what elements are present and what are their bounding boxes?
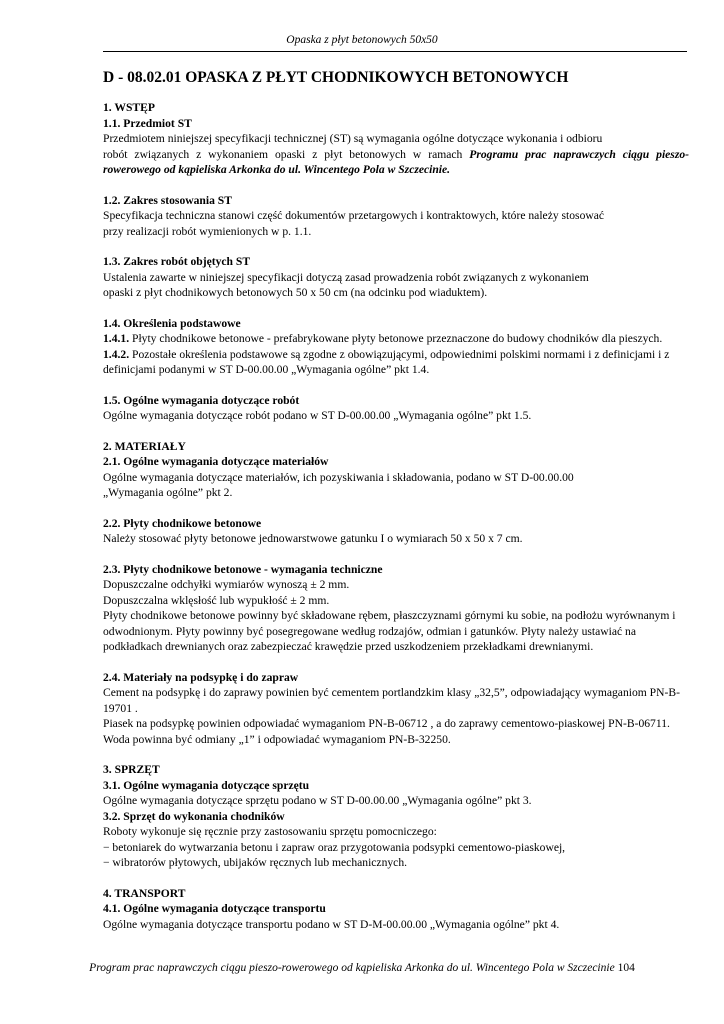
section-3-2-heading: 3.2. Sprzęt do wykonania chodników <box>103 809 285 823</box>
section-1-3-text-line1: Ustalenia zawarte w niniejszej specyfikacji dotyczą zasad prowadzenia robót związanych z wykonaniem <box>103 270 589 284</box>
section-1-2-text-line2: przy realizacji robót wymienionych w p. 1.1. <box>103 224 312 238</box>
section-4-heading: 4. TRANSPORT <box>103 886 186 900</box>
section-1-heading: 1. WSTĘP <box>103 101 155 114</box>
page-number: 104 <box>617 962 635 974</box>
section-1-5-text: Ogólne wymagania dotyczące robót podano w ST D-00.00.00 „Wymagania ogólne” pkt 1.5. <box>103 409 532 422</box>
section-1-1-text-plain: robót związanych z wykonaniem opaski z płyt betonowych w ramach <box>103 147 470 161</box>
section-3-1-heading: 3.1. Ogólne wymagania dotyczące sprzętu <box>103 778 310 792</box>
section-1-4-1-text: Płyty chodnikowe betonowe - prefabrykowane płyty betonowe przeznaczone do budowy chodników dla pieszych. <box>129 332 663 345</box>
list-item: − wibratorów płytowych, ubijaków ręcznych lub mechanicznych. <box>103 856 408 869</box>
section-1-4-2-number: 1.4.2. <box>103 347 130 361</box>
section-1-2-text-line1: Specyfikacja techniczna stanowi część dokumentów przetargowych i kontraktowych, które należy stosować <box>103 209 605 222</box>
section-4-1-heading: 4.1. Ogólne wymagania dotyczące transportu <box>103 902 326 915</box>
section-1-5-heading: 1.5. Ogólne wymagania dotyczące robót <box>103 393 300 407</box>
section-1-2-heading: 1.2. Zakres stosowania ST <box>103 193 232 207</box>
section-1-1-text-line2 <box>103 147 689 178</box>
section-1-4-2-text: Pozostałe określenia podstawowe są zgodne z obowiązującymi, odpowiednimi polskimi normami i z definicjami i z definicjami podanymi w ST D-00.00.00 „Wymagania ogólne” pkt 1.4. <box>103 347 670 376</box>
section-2-4-paragraph-cement: Cement na podsypkę i do zaprawy powinien być cementem portlandzkim klasy „32,5”, odpowiadający wymaganiom PN-B-19701 . <box>103 686 680 715</box>
section-3-2-text: Roboty wykonuje się ręcznie przy zastosowaniu sprzętu pomocniczego: <box>103 825 437 838</box>
section-2-3-heading: 2.3. Płyty chodnikowe betonowe - wymagania techniczne <box>103 562 383 576</box>
section-2-4-paragraph-sand: Piasek na podsypkę powinien odpowiadać wymaganiom PN-B-06712 , a do zaprawy cementowo-piaskowej PN-B-06711. <box>103 717 670 730</box>
section-1-4-1-paragraph <box>103 331 689 347</box>
section-1-3-text-line2: opaski z płyt chodnikowych betonowych 50 x 50 cm (na odcinku pod wiaduktem). <box>103 286 488 299</box>
section-1-1-text-line1: Przedmiotem niniejszej specyfikacji technicznej (ST) są wymagania ogólne dotyczące wykonania i odbioru <box>103 132 603 145</box>
header-rule <box>103 51 687 52</box>
section-1-4-1-number: 1.4.1. <box>103 332 130 345</box>
section-2-4-heading: 2.4. Materiały na podsypkę i do zapraw <box>103 670 299 684</box>
document-title: D - 08.02.01 OPASKA Z PŁYT CHODNIKOWYCH BETONOWYCH <box>103 69 569 86</box>
section-1-1-heading: 1.1. Przedmiot ST <box>103 116 192 130</box>
running-header: Opaska z płyt betonowych 50x50 <box>286 34 438 46</box>
section-1-4-heading: 1.4. Określenia podstawowe <box>103 316 241 330</box>
section-4-1-text: Ogólne wymagania dotyczące transportu podano w ST D-M-00.00.00 „Wymagania ogólne” pkt 4. <box>103 917 560 931</box>
section-2-3-text-line1: Dopuszczalne odchyłki wymiarów wynoszą ± 2 mm. <box>103 578 350 591</box>
section-2-heading: 2. MATERIAŁY <box>103 439 186 453</box>
list-item: − betoniarek do wytwarzania betonu i zapraw oraz przygotowania podsypki cementowo-piaskowej, <box>103 840 566 854</box>
section-1-4-2-paragraph <box>103 347 689 378</box>
section-2-3-paragraph: Płyty chodnikowe betonowe powinny być składowane rębem, płaszczyznami górnymi ku sobie, na podłożu wyrównanym i odwodnionym. Płyty powinny być posegregowane według rodzajów, odmian i gatunków. Płyty należy ustawiać na podkładkach drewnianych oraz zabezpieczać krawędzie przed uszkodzeniem przekładkami drewnianymi. <box>103 609 676 653</box>
section-2-4-paragraph-water: Woda powinna być odmiany „1” i odpowiadać wymaganiom PN-B-32250. <box>103 732 451 746</box>
page-footer <box>0 962 724 974</box>
section-2-1-heading: 2.1. Ogólne wymagania dotyczące materiałów <box>103 455 329 468</box>
program-name: Programu prac naprawczych ciągu pieszo-rowerowego od kąpieliska Arkonka do ul. Wincentego Pola w Szczecinie. <box>103 147 689 176</box>
section-2-2-text: Należy stosować płyty betonowe jednowarstwowe gatunku I o wymiarach 50 x 50 x 7 cm. <box>103 532 523 545</box>
document-body <box>103 100 689 932</box>
section-1-3-heading: 1.3. Zakres robót objętych ST <box>103 255 251 268</box>
section-2-3-text-line2: Dopuszczalna wklęsłość lub wypukłość ± 2 mm. <box>103 593 330 607</box>
section-2-2-heading: 2.2. Płyty chodnikowe betonowe <box>103 516 262 530</box>
section-2-1-text-line1: Ogólne wymagania dotyczące materiałów, ich pozyskiwania i składowania, podano w ST D-00.00.00 <box>103 470 574 484</box>
footer-text: Program prac naprawczych ciągu pieszo-rowerowego od kąpieliska Arkonka do ul. Wincentego Pola w Szczecinie <box>89 962 615 974</box>
section-3-1-text: Ogólne wymagania dotyczące sprzętu podano w ST D-00.00.00 „Wymagania ogólne” pkt 3. <box>103 794 532 807</box>
section-3-heading: 3. SPRZĘT <box>103 763 160 776</box>
section-2-1-text-line2: „Wymagania ogólne” pkt 2. <box>103 486 233 499</box>
